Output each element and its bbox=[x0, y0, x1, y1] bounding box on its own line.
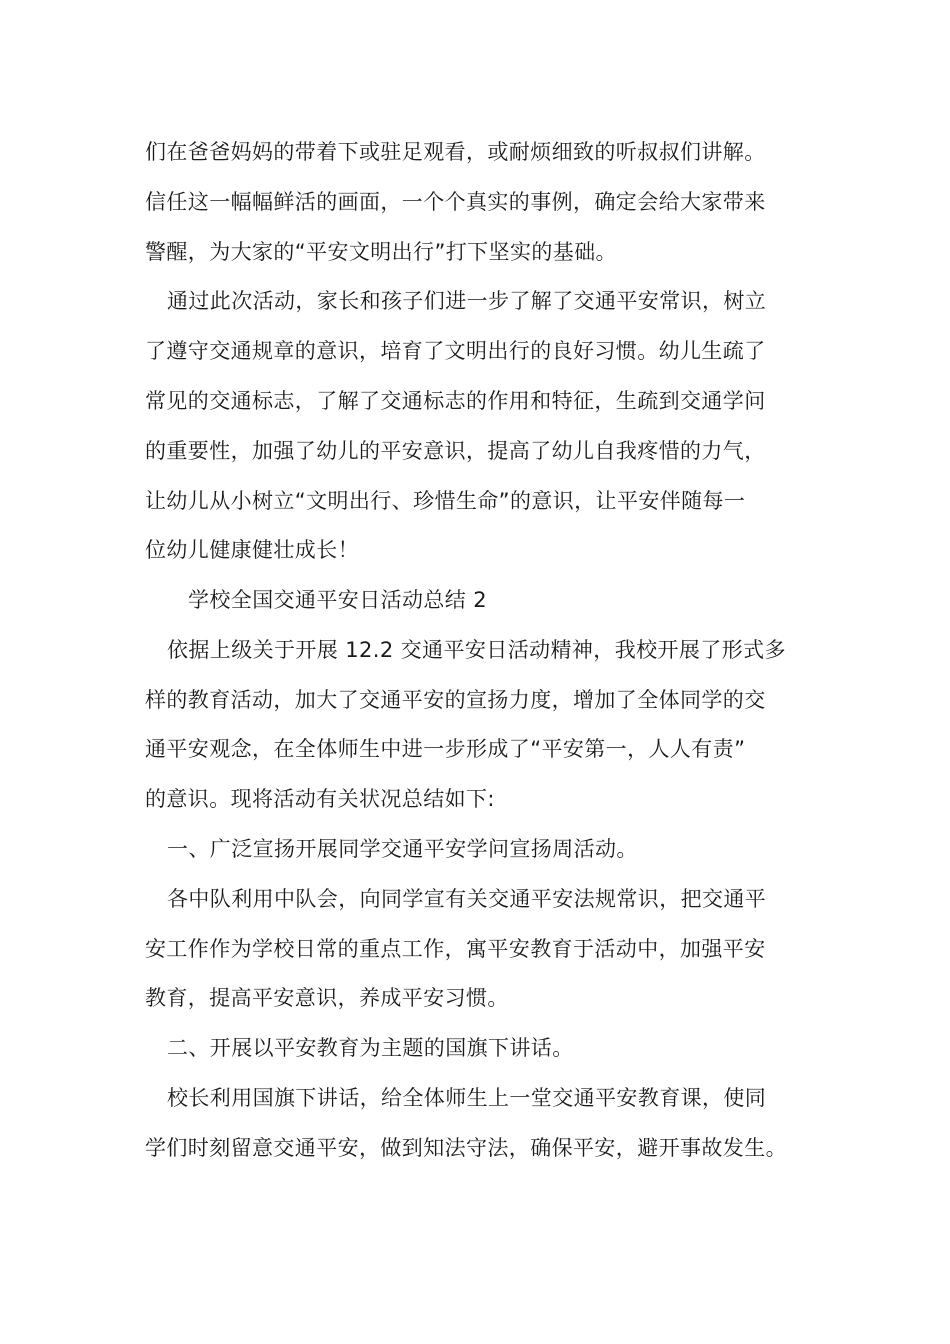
paragraph-start-line: 各中队利用中队会，向同学宣有关交通平安法规常识，把交通平 bbox=[167, 887, 767, 911]
body-text-line: 安工作作为学校日常的重点工作，寓平安教育于活动中，加强平安 bbox=[145, 937, 766, 961]
body-text-line: 们在爸爸妈妈的带着下或驻足观看，或耐烦细致的听叔叔们讲解。 bbox=[145, 140, 766, 164]
body-text-line: 了遵守交通规章的意识，培育了文明出行的良好习惯。幼儿生疏了 bbox=[145, 339, 766, 363]
body-text-line: 样的教育活动，加大了交通平安的宣扬力度，增加了全体同学的交 bbox=[145, 688, 766, 712]
body-text-line: 教育，提高平安意识，养成平安习惯。 bbox=[145, 986, 509, 1010]
body-text-line: 常见的交通标志，了解了交通标志的作用和特征，生疏到交通学问 bbox=[145, 389, 766, 413]
paragraph-start-line: 校长利用国旗下讲话，给全体师生上一堂交通平安教育课，使同 bbox=[167, 1086, 767, 1110]
subsection-heading: 一、广泛宣扬开展同学交通平安学问宣扬周活动。 bbox=[167, 837, 638, 861]
body-text-line: 的重要性，加强了幼儿的平安意识，提高了幼儿自我疼惜的力气， bbox=[145, 439, 766, 463]
body-text-line: 位幼儿健康健壮成长！ bbox=[145, 538, 359, 562]
body-text-line: 的意识。现将活动有关状况总结如下: bbox=[145, 787, 495, 811]
paragraph-start-line: 通过此次活动，家长和孩子们进一步了解了交通平安常识，树立 bbox=[167, 289, 767, 313]
body-text-line: 通平安观念，在全体师生中进一步形成了“平安第一，人人有责” bbox=[145, 737, 746, 761]
body-text-line: 让幼儿从小树立“文明出行、珍惜生命”的意识，让平安伴随每一 bbox=[145, 489, 746, 513]
paragraph-start-line: 依据上级关于开展 12.2 交通平安日活动精神，我校开展了形式多 bbox=[167, 638, 786, 662]
section-heading: 学校全国交通平安日活动总结 2 bbox=[188, 588, 488, 612]
body-text-line: 信任这一幅幅鲜活的画面，一个个真实的事例，确定会给大家带来 bbox=[145, 190, 766, 214]
body-text-line: 学们时刻留意交通平安，做到知法守法，确保平安，避开事故发生。 bbox=[145, 1136, 787, 1160]
subsection-heading: 二、开展以平安教育为主题的国旗下讲话。 bbox=[167, 1036, 574, 1060]
body-text-line: 警醒，为大家的“平安文明出行”打下坚实的基础。 bbox=[145, 240, 617, 264]
